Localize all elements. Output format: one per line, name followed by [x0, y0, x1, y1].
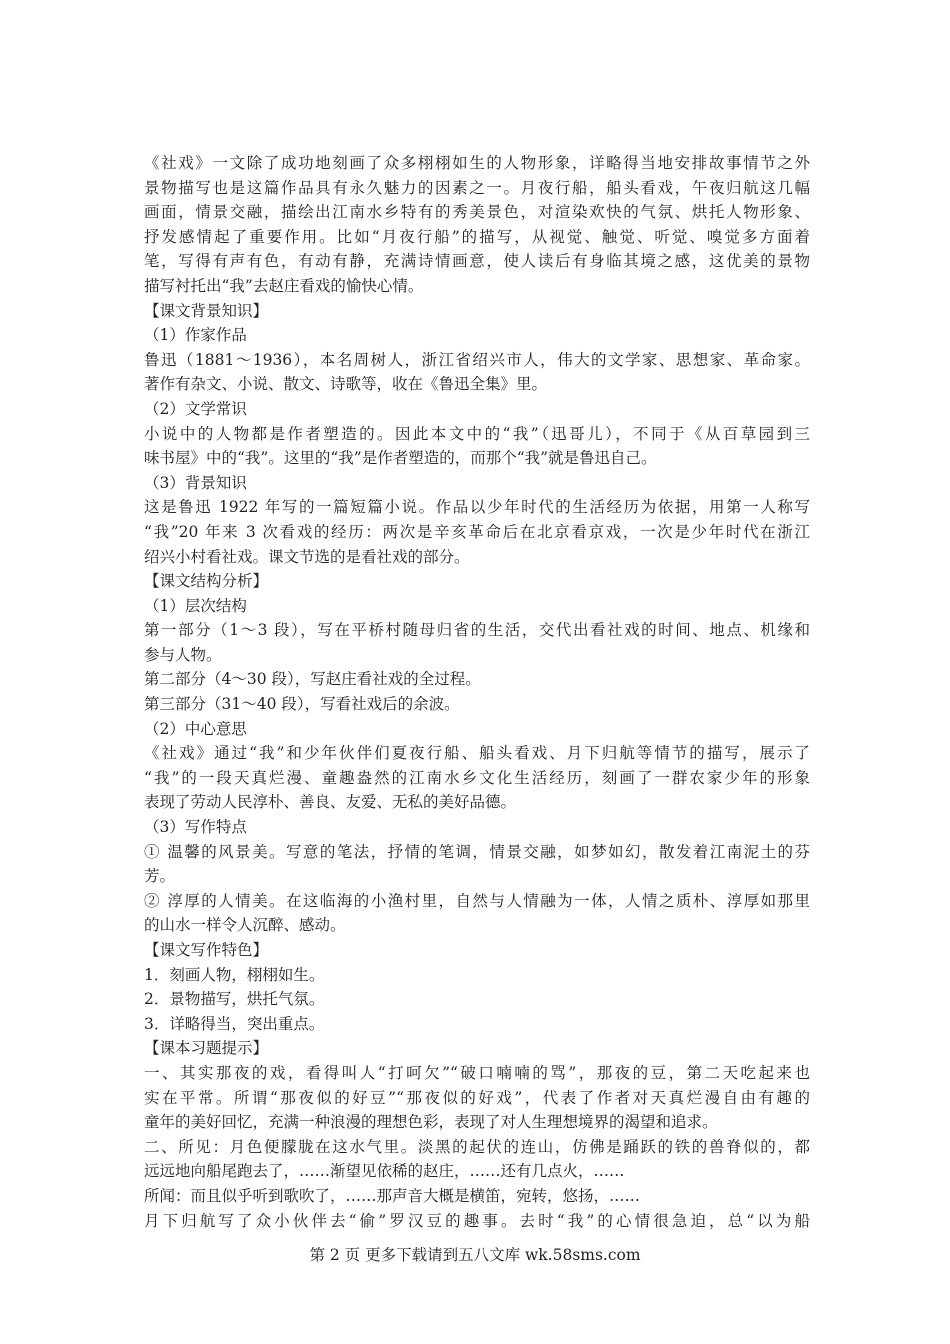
text-line: “我”的一段天真烂漫、童趣盎然的江南水乡文化生活经历，刻画了一群农家少年的形象: [144, 768, 810, 787]
text-line: 远远地向船尾跑去了，……渐望见依稀的赵庄，……还有几点火，……: [144, 1162, 625, 1181]
page-footer: 第 2 页 更多下载请到五八文库 wk.58sms.com: [309, 1246, 641, 1264]
text-line: （3）写作特点: [144, 818, 247, 837]
text-line: （3）背景知识: [144, 473, 247, 492]
text-line: 实在平常。所谓“那夜似的好豆”“那夜似的好戏”，代表了作者对天真烂漫自由有趣的: [144, 1088, 810, 1107]
text-line: 所闻：而且似乎听到歌吹了，……那声音大概是横笛，宛转，悠扬，……: [144, 1186, 641, 1205]
text-line: ② 淳厚的人情美。在这临海的小渔村里，自然与人情融为一体，人情之质朴、淳厚如那里: [144, 891, 810, 910]
text-line: 景物描写也是这篇作品具有永久魅力的因素之一。月夜行船，船头看戏，午夜归航这几幅: [144, 178, 810, 197]
text-line: 著作有杂文、小说、散文、诗歌等，收在《鲁迅全集》里。: [144, 375, 548, 394]
text-line: 《社戏》通过“我”和少年伙伴们夏夜行船、船头看戏、月下归航等情节的描写，展示了: [144, 744, 810, 763]
text-line: （2）中心意思: [144, 719, 247, 738]
text-line: 的山水一样令人沉醉、感动。: [144, 916, 346, 935]
text-line: 参与人物。: [144, 645, 222, 664]
text-line: 抒发感情起了重要作用。比如“月夜行船”的描写，从视觉、触觉、听觉、嗅觉多方面着: [144, 227, 810, 246]
text-line: 味书屋》中的“我”。这里的“我”是作者塑造的，而那个“我”就是鲁迅自己。: [144, 449, 657, 468]
text-line: 第二部分（4～30 段），写赵庄看社戏的全过程。: [144, 670, 481, 689]
text-line: 童年的美好回忆，充满一种浪漫的理想色彩，表现了对人生理想境界的渴望和追求。: [144, 1113, 718, 1132]
text-line: 芳。: [144, 867, 176, 886]
text-line: ① 温馨的风景美。写意的笔法，抒情的笔调，情景交融，如梦如幻，散发着江南泥土的芬: [144, 842, 810, 861]
text-line: （1）层次结构: [144, 596, 247, 615]
text-line: 画面，情景交融，描绘出江南水乡特有的秀美景色，对渲染欢快的气氛、烘托人物形象、: [144, 203, 810, 222]
text-line: 【课文写作特色】: [144, 941, 269, 959]
text-line: （2）文学常识: [144, 399, 247, 418]
text-line: 绍兴小村看社戏。课文节选的是看社戏的部分。: [144, 547, 470, 566]
text-line: 一、其实那夜的戏，看得叫人“打呵欠”“破口喃喃的骂”，那夜的豆，第二天吃起来也: [144, 1063, 810, 1082]
text-line: 第三部分（31～40 段），写看社戏后的余波。: [144, 695, 460, 714]
text-line: 1．刻画人物，栩栩如生。: [144, 965, 325, 984]
text-line: “我”20 年来 3 次看戏的经历：两次是辛亥革命后在北京看京戏，一次是少年时代在浙江: [144, 522, 810, 541]
text-line: 小说中的人物都是作者塑造的。因此本文中的“我”（迅哥儿），不同于《从百草园到三: [144, 424, 810, 443]
text-line: 【课本习题提示】: [144, 1039, 269, 1058]
text-line: 【课文结构分析】: [144, 572, 269, 591]
text-line: 笔，写得有声有色，有动有静，充满诗情画意，使人读后有身临其境之感，这优美的景物: [144, 252, 810, 271]
text-line: 月下归航写了众小伙伴去“偷”罗汉豆的趣事。去时“我”的心情很急迫，总“以为船: [144, 1211, 810, 1230]
text-line: 表现了劳动人民淳朴、善良、友爱、无私的美好品德。: [144, 793, 517, 812]
text-line: 描写衬托出“我”去赵庄看戏的愉快心情。: [144, 276, 424, 295]
text-line: 鲁迅（1881～1936），本名周树人，浙江省绍兴市人，伟大的文学家、思想家、革命家。: [144, 350, 810, 369]
text-line: 二、所见：月色便朦胧在这水气里。淡黑的起伏的连山，仿佛是踊跃的铁的兽脊似的，都: [144, 1137, 810, 1156]
text-line: 《社戏》一文除了成功地刻画了众多栩栩如生的人物形象，详略得当地安排故事情节之外: [144, 154, 810, 172]
document-body: [144, 151, 810, 1233]
text-line: （1）作家作品: [144, 326, 247, 345]
text-line: 2．景物描写，烘托气氛。: [144, 990, 325, 1009]
text-line: 3．详略得当，突出重点。: [144, 1014, 325, 1033]
text-line: 【课文背景知识】: [144, 301, 269, 320]
text-line: 第一部分（1～3 段），写在平桥村随母归省的生活，交代出看社戏的时间、地点、机缘和: [144, 621, 810, 640]
text-line: 这是鲁迅 1922 年写的一篇短篇小说。作品以少年时代的生活经历为依据，用第一人称写: [144, 498, 810, 517]
